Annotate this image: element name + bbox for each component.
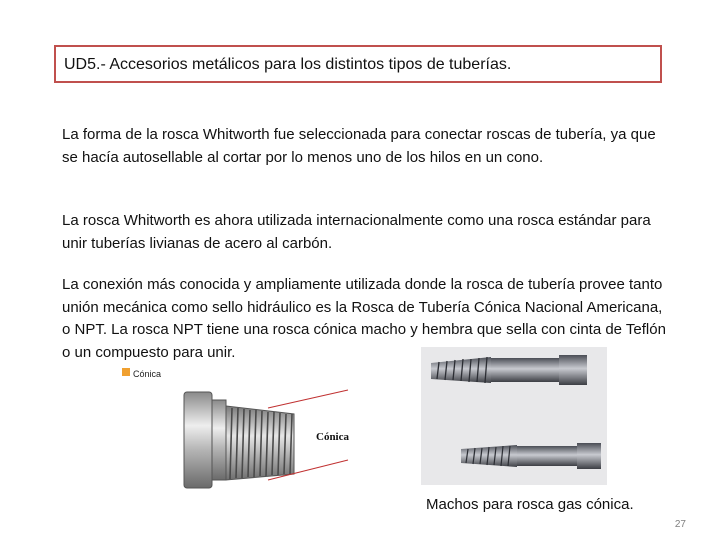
paragraph-whitworth-standard: La rosca Whitworth es ahora utilizada internacionalmente como una rosca estándar para unir tuberías livianas de acero al carbón. [62, 212, 651, 252]
figure-tag-label: Cónica [133, 369, 162, 379]
hex-shoulder [212, 400, 226, 480]
tap-bottom-shank [517, 446, 577, 466]
conical-fitting-figure [118, 362, 350, 490]
paragraph-whitworth-form: La forma de la rosca Whitworth fue seleccionada para conectar roscas de tubería, ya que se hacía autosellable al cortar por lo menos uno de los hilos en un cono. [62, 126, 656, 166]
hex-head [184, 392, 212, 488]
conical-fitting-image [118, 362, 350, 490]
tap-top-shank [491, 358, 559, 382]
taps-image [421, 347, 607, 485]
tap-top-square [559, 355, 587, 385]
paragraph-npt: La conexión más conocida y ampliamente utilizada donde la rosca de tubería provee tanto unión mecánica como sello hidráulico es la Rosca de Tubería Cónica Nacional Americana, o NPT. La rosca NPT tiene una rosca cónica macho y hembra que sella con cinta de Teflón o un compuesto para unir. [62, 276, 666, 361]
page-number: 27 [674, 519, 686, 530]
taps-figure [421, 347, 607, 485]
taps-caption: Machos para rosca gas cónica. [426, 496, 634, 513]
taper-line-top [268, 390, 348, 408]
tag-marker-icon [122, 368, 130, 376]
title-box [54, 45, 662, 83]
slide-title: UD5.- Accesorios metálicos para los distintos tipos de tuberías. [64, 56, 512, 73]
tap-bottom-square [577, 443, 601, 469]
taper-callout-label: Cónica [316, 431, 349, 443]
